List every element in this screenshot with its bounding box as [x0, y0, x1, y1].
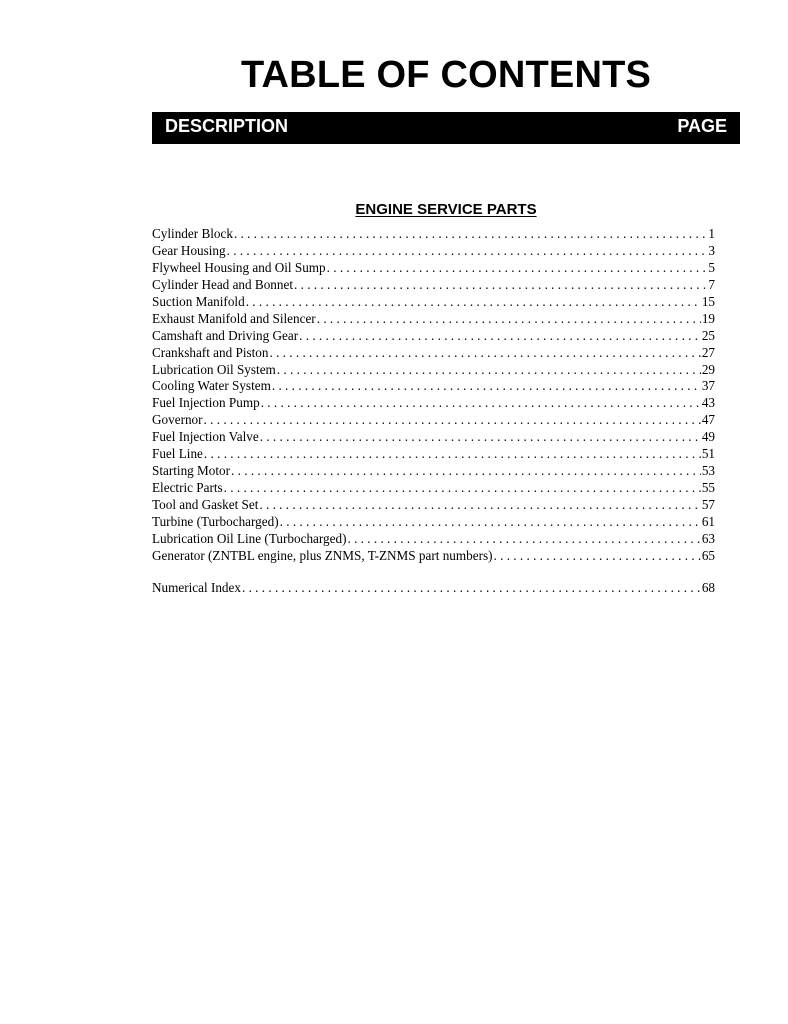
toc-entry-title: Gear Housing	[152, 242, 226, 258]
dot-leader	[327, 260, 708, 277]
toc-entry-page: 37	[701, 378, 715, 394]
dot-leader	[231, 463, 701, 480]
toc-entry-page: 5	[708, 259, 715, 275]
toc-entry-title: Fuel Injection Valve	[152, 429, 259, 445]
toc-entry-page: 55	[701, 480, 715, 496]
toc-entry[interactable]	[152, 260, 715, 277]
description-column-label: DESCRIPTION	[165, 116, 289, 136]
dot-leader	[494, 548, 701, 565]
toc-entry-page: 57	[701, 497, 715, 512]
toc-entry[interactable]	[152, 362, 715, 379]
toc-entry-page: 49	[701, 429, 715, 445]
toc-entry[interactable]	[152, 548, 715, 565]
toc-entry[interactable]	[152, 531, 715, 548]
dot-leader	[246, 294, 701, 311]
dot-leader	[317, 311, 701, 328]
toc-entry[interactable]	[152, 226, 715, 243]
toc-entry-title: Tool and Gasket Set	[152, 497, 259, 512]
numerical-index-entry[interactable]	[152, 580, 715, 597]
section-heading-text: ENGINE SERVICE PARTS	[355, 201, 537, 218]
toc-entry-page: 51	[701, 446, 715, 462]
column-header-bar	[152, 112, 740, 144]
toc-entry-title: Flywheel Housing and Oil Sump	[152, 259, 326, 275]
toc-entry-title: Cooling Water System	[152, 378, 271, 394]
toc-entry-page: 1	[708, 226, 715, 241]
dot-leader	[227, 243, 708, 260]
toc-entry[interactable]	[152, 480, 715, 497]
toc-entry-title: Electric Parts	[152, 480, 223, 496]
toc-entry-title: Cylinder Head and Bonnet	[152, 276, 293, 292]
dot-leader	[272, 378, 701, 395]
page-column-label: PAGE	[677, 116, 727, 136]
toc-entry[interactable]	[152, 412, 715, 429]
toc-entry-title: Lubrication Oil Line (Turbocharged)	[152, 530, 347, 546]
dot-leader	[347, 531, 700, 548]
toc-entry-page: 27	[701, 344, 715, 360]
toc-entry[interactable]	[152, 463, 715, 480]
toc-entry[interactable]	[152, 497, 715, 514]
section-heading	[152, 201, 740, 219]
dot-leader	[261, 395, 701, 412]
dot-leader	[204, 412, 701, 429]
toc-entry-page: 61	[701, 513, 715, 529]
dot-leader	[280, 514, 701, 531]
toc-entry[interactable]	[152, 429, 715, 446]
page-title: TABLE OF CONTENTS	[240, 54, 652, 96]
index-entry-page: 68	[701, 580, 715, 595]
toc-entry-page: 15	[701, 293, 715, 309]
toc-entry[interactable]	[152, 311, 715, 328]
toc-entry[interactable]	[152, 294, 715, 311]
toc-entry-page: 25	[701, 327, 715, 343]
toc-list	[152, 226, 715, 565]
toc-entry-page: 7	[708, 276, 715, 292]
dot-leader	[234, 226, 707, 243]
index-entry-title: Numerical Index	[152, 580, 241, 595]
toc-entry[interactable]	[152, 277, 715, 294]
toc-entry-page: 65	[701, 547, 715, 563]
toc-entry-page: 47	[701, 412, 715, 428]
toc-entry-title: Cylinder Block	[152, 226, 233, 241]
toc-entry-page: 19	[701, 310, 715, 326]
dot-leader	[294, 277, 707, 294]
dot-leader	[260, 429, 701, 446]
dot-leader	[299, 328, 701, 345]
toc-entry-title: Starting Motor	[152, 463, 231, 479]
toc-entry-title: Camshaft and Driving Gear	[152, 327, 299, 343]
toc-entry-title: Fuel Injection Pump	[152, 395, 260, 411]
dot-leader	[277, 362, 701, 379]
toc-entry-title: Crankshaft and Piston	[152, 344, 269, 360]
toc-entry-page: 29	[701, 361, 715, 377]
toc-entry-title: Generator (ZNTBL engine, plus ZNMS, T-ZNMS part numbers)	[152, 547, 493, 563]
index-list	[152, 580, 715, 597]
toc-entry-title: Suction Manifold	[152, 293, 245, 309]
toc-entry-title: Fuel Line	[152, 446, 203, 462]
toc-entry[interactable]	[152, 514, 715, 531]
toc-entry[interactable]	[152, 243, 715, 260]
toc-entry[interactable]	[152, 395, 715, 412]
toc-entry-page: 43	[701, 395, 715, 411]
toc-entry-page: 3	[708, 242, 715, 258]
dot-leader	[224, 480, 701, 497]
toc-entry[interactable]	[152, 378, 715, 395]
toc-entry-title: Turbine (Turbocharged)	[152, 513, 279, 529]
toc-entry[interactable]	[152, 345, 715, 362]
toc-entry-title: Lubrication Oil System	[152, 361, 276, 377]
dot-leader	[269, 345, 700, 362]
toc-entry-page: 53	[701, 463, 715, 479]
dot-leader	[242, 580, 701, 597]
toc-entry[interactable]	[152, 328, 715, 345]
toc-entry-title: Exhaust Manifold and Silencer	[152, 310, 316, 326]
toc-entry-title: Governor	[152, 412, 203, 428]
dot-leader	[259, 497, 700, 514]
toc-entry-page: 63	[701, 530, 715, 546]
dot-leader	[204, 446, 701, 463]
toc-entry[interactable]	[152, 446, 715, 463]
